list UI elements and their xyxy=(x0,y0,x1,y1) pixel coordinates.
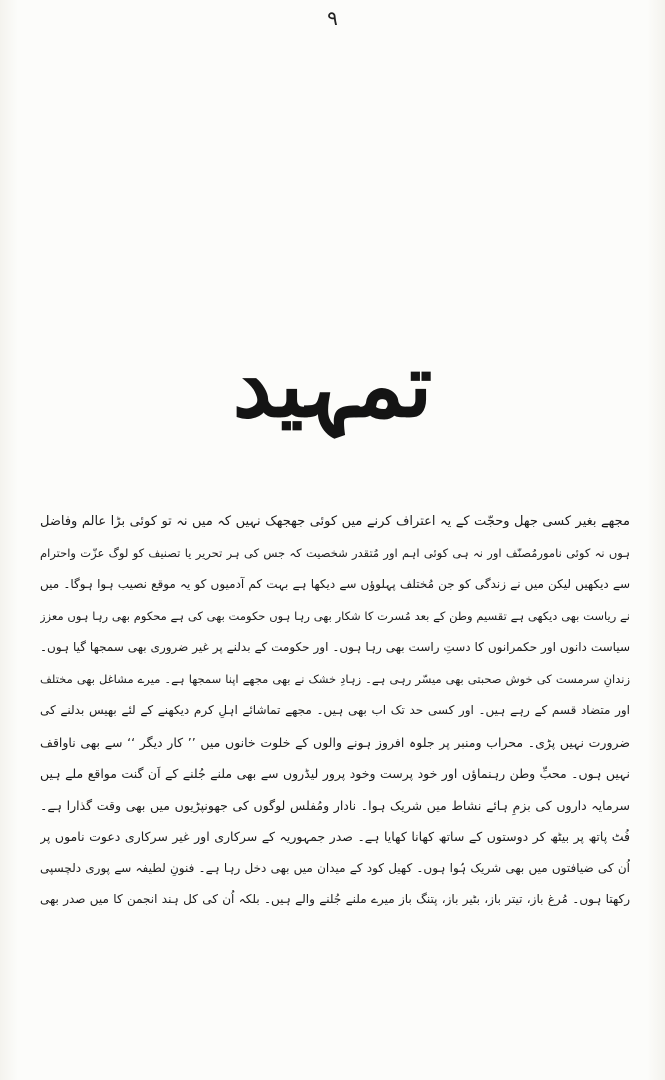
text-line: سیاست دانوں اور حکمرانوں کا دستِ راست بھی رہا ہوں۔ اور حکومت کے بدلنے پر غیر ضروری بھی سمجھا گیا ہوں۔ xyxy=(40,640,630,654)
text-line: نہیں ہوں۔ محبِّ وطن رہنماؤں اور خود پرست وخود پرور لیڈروں سے بھی ملنے جُلنے کے اَن گنت مواقع ملے ہیں xyxy=(40,766,630,781)
text-line: نے ریاست بھی دیکھی ہے تقسیم وطن کے بعد مُسرت کا شکار بھی رہا ہوں حکومت بھی کی ہے محکوم بھی رہا ہوں معزز xyxy=(40,608,630,623)
text-line: اُن کی ضیافتوں میں بھی شریک ہُوا ہوں۔ کھیل کود کے میدان میں بھی دخل رہا ہے۔ فنونِ لطیفہ سے پوری دلچسپی xyxy=(40,860,630,875)
text-line: اور متضاد قسم کے رہے ہیں۔ اور کسی حد تک اب بھی ہیں۔ مجھے تماشائے اہلِ کرم دیکھنے کے لئے بھیس بدلنے کی xyxy=(40,703,630,717)
text-line: ہوں نہ کوئی نامورمُصنّف اور نہ ہی کوئی اہم اور مُتقدر شخصیت کہ جس کی ہر تحریر یا تصنیف کو لوگ عزّت واحترام xyxy=(40,545,630,560)
text-line: سرمایہ داروں کی بزمِ ہائے نشاط میں شریک ہوا۔ نادار ومُفلس لوگوں کی جھونپڑیوں میں بھی وقت گذارا ہے۔ xyxy=(40,797,630,813)
text-line: ضرورت نہیں پڑی۔ محراب ومنبر پر جلوہ افروز ہونے والوں کے خلوت خانوں میں ’’ کار دیگر ‘‘ سے بھی ناواقف xyxy=(40,734,630,750)
text-line: فُٹ پاتھ پر بیٹھ کر دوستوں کے ساتھ کھانا کھایا ہے۔ صدر جمہوریہ کے سرکاری اور غیر سرکاری دعوت ناموں پر xyxy=(40,829,630,844)
text-line: رکھتا ہوں۔ مُرغ باز، تیتر باز، بٹیر باز، پتنگ باز میرے ملنے جُلنے والے ہیں۔ بلکہ اُن کی کل ہند انجمن کا میں صدر بھی xyxy=(40,892,630,906)
text-line: زندانِ سرمست کی خوش صحبتی بھی میسّر رہی ہے۔ زہادِ خشک نے بھی مجھے اپنا سمجھا ہے۔ میرے مشاغل بھی مختلف xyxy=(40,671,630,686)
body-paragraph xyxy=(40,506,630,916)
page-number: ۹ xyxy=(327,6,338,30)
text-line: مجھے بغیر کسی جھل وحجّت کے یہ اعتراف کرنے میں کوئی جھجھک نہیں کہ میں نہ تو کوئی بڑا عالم وفاضل xyxy=(40,514,630,529)
text-line: سے دیکھیں لیکن میں نے زندگی کو جن مُختلف پہلوؤں سے دیکھا ہے بہت کم آدمیوں کو یہ موقع نصیب ہوا ہوگا۔ میں xyxy=(40,577,630,591)
chapter-title: تمہید xyxy=(232,333,433,437)
